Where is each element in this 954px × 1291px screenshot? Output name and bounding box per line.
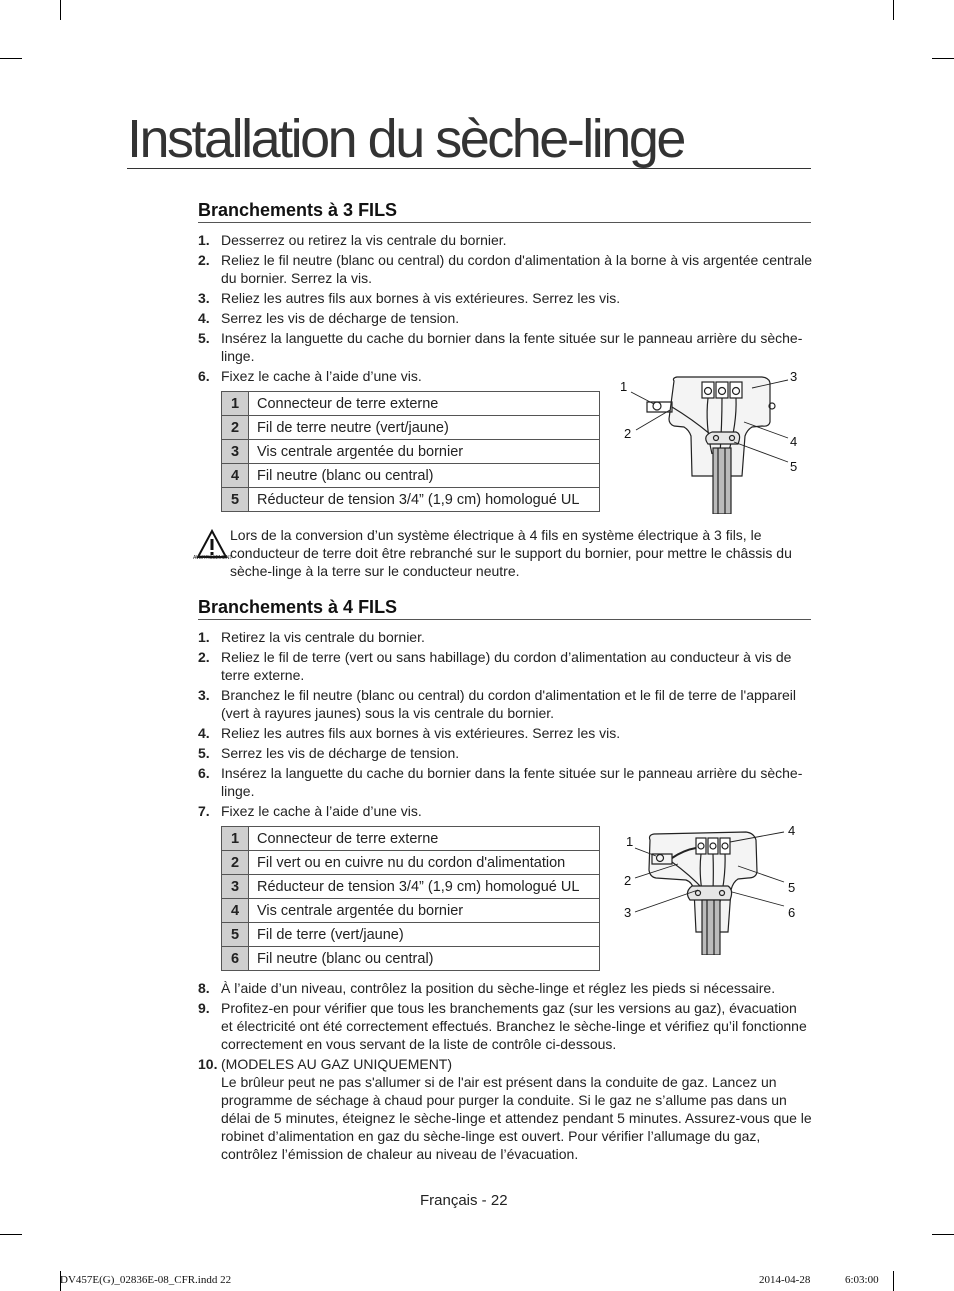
table-row: 2 Fil vert ou en cuivre nu du cordon d'alimentation	[222, 851, 600, 875]
table-row: 2 Fil de terre neutre (vert/jaune)	[222, 416, 600, 440]
table-row: 5 Réducteur de tension 3/4” (1,9 cm) homologué UL	[222, 488, 600, 512]
list-item: 4. Serrez les vis de décharge de tension.	[198, 310, 460, 326]
terminal-block-diagram-4-wire	[618, 820, 808, 955]
list-item: 1. Retirez la vis centrale du bornier.	[198, 629, 425, 645]
crop-mark	[932, 1234, 954, 1235]
list-item: 9. Profitez-en pour vérifier que tous les branchements gaz (sur les versions au gaz), évacuation et électricité ont été correctement effectués. Branchez le sèche-linge et vérifiez qu’il fonctionne correctement en vous servant de la liste de contrôle ci-dessous.	[198, 1000, 807, 1052]
diagram-callout-label: 5	[790, 459, 798, 474]
list-item: 2. Reliez le fil neutre (blanc ou central) du cordon d'alimentation à la borne à vis argentée centrale du bornier. Serrez la vis.	[198, 252, 813, 286]
diagram-callout-label: 1	[620, 379, 628, 394]
list-item: 5. Insérez la languette du cache du bornier dans la fente située sur le panneau arrière du sèche-linge.	[198, 330, 803, 364]
list-item: 7. Fixez le cache à l’aide d’une vis.	[198, 803, 422, 819]
diagram-callout-label: 1	[626, 834, 634, 849]
list-item: 1. Desserrez ou retirez la vis centrale du bornier.	[198, 232, 507, 248]
table-row: 4 Vis centrale argentée du bornier	[222, 899, 600, 923]
list-item: 8. À l’aide d’un niveau, contrôlez la position du sèche-linge et réglez les pieds si nécessaire.	[198, 980, 776, 996]
crop-mark	[0, 58, 22, 59]
warning-text: Lors de la conversion d’un système électrique à 4 fils en système électrique à 3 fils, le conducteur de terre doit être rebranché sur le support du bornier, pour mettre le châssis du sèche-linge à la terre sur le conducteur neutre.	[230, 527, 792, 579]
diagram-callout-label: 5	[788, 880, 796, 895]
table-row: 4 Fil neutre (blanc ou central)	[222, 464, 600, 488]
diagram-callout-label: 2	[624, 426, 632, 441]
table-row: 3 Réducteur de tension 3/4” (1,9 cm) homologué UL	[222, 875, 600, 899]
crop-mark	[893, 0, 894, 20]
list-item: 5. Serrez les vis de décharge de tension.	[198, 745, 460, 761]
page-title: Installation du sèche-linge	[127, 112, 811, 169]
table-row: 1 Connecteur de terre externe	[222, 827, 600, 851]
list-item: 3. Branchez le fil neutre (blanc ou central) du cordon d'alimentation et le fil de terre de l'appareil (vert à rayures jaunes) sous la vis centrale du bornier.	[198, 687, 797, 721]
warning-caption: AVERTISSEMENT	[193, 555, 233, 561]
crop-mark	[893, 1271, 894, 1291]
crop-mark	[60, 0, 61, 20]
list-item: 2. Reliez le fil de terre (vert ou sans habillage) du cordon d’alimentation au conducteur à vis de terre externe.	[198, 649, 792, 683]
print-file-info: DV457E(G)_02836E-08_CFR.indd 22	[60, 1274, 232, 1286]
crop-mark	[932, 58, 954, 59]
print-time: 6:03:00	[845, 1274, 879, 1286]
diagram-callout-label: 3	[624, 905, 632, 920]
list-item: 3. Reliez les autres fils aux bornes à vis extérieures. Serrez les vis.	[198, 290, 621, 306]
list-item: 10. (MODELES AU GAZ UNIQUEMENT)	[198, 1056, 453, 1072]
table-row: 1 Connecteur de terre externe	[222, 392, 600, 416]
legend-table-4-wire	[221, 826, 600, 971]
list-item: 6. Fixez le cache à l’aide d’une vis.	[198, 368, 422, 384]
gas-paragraph: Le brûleur peut ne pas s'allumer si de l'air est présent dans la conduite de gaz. Lancez un programme de séchage à chaud pour purger la conduite. Si le gaz ne s’allume pas dans un délai de 5 minutes, éteignez le sèche-linge et attendez pendant 5 minutes. Assurez-vous que le robinet d’alimentation en gaz du sèche-linge est ouvert. Pour vérifier l’allumage du gaz, contrôlez l’émission de chaleur au niveau de l’évacuation.	[221, 1074, 812, 1162]
legend-table-3-wire	[221, 391, 600, 512]
table-row: 6 Fil neutre (blanc ou central)	[222, 947, 600, 971]
steps-4-wire	[198, 628, 812, 822]
diagram-callout-label: 6	[788, 905, 796, 920]
table-row: 3 Vis centrale argentée du bornier	[222, 440, 600, 464]
list-item: 6. Insérez la languette du cache du bornier dans la fente située sur le panneau arrière du sèche-linge.	[198, 765, 803, 799]
page-number-label: Français - 22	[420, 1192, 508, 1209]
diagram-callout-label: 4	[790, 434, 798, 449]
section-heading-4-wire: Branchements à 4 FILS	[198, 597, 811, 620]
terminal-block-diagram-3-wire	[612, 364, 812, 514]
section-heading-3-wire: Branchements à 3 FILS	[198, 200, 811, 223]
table-row: 5 Fil de terre (vert/jaune)	[222, 923, 600, 947]
list-item: 4. Reliez les autres fils aux bornes à vis extérieures. Serrez les vis.	[198, 725, 621, 741]
diagram-callout-label: 4	[788, 823, 796, 838]
diagram-callout-label: 2	[624, 873, 632, 888]
diagram-callout-label: 3	[790, 369, 798, 384]
print-date: 2014-04-28	[759, 1274, 811, 1286]
steps-after	[198, 979, 812, 1165]
crop-mark	[0, 1234, 22, 1235]
